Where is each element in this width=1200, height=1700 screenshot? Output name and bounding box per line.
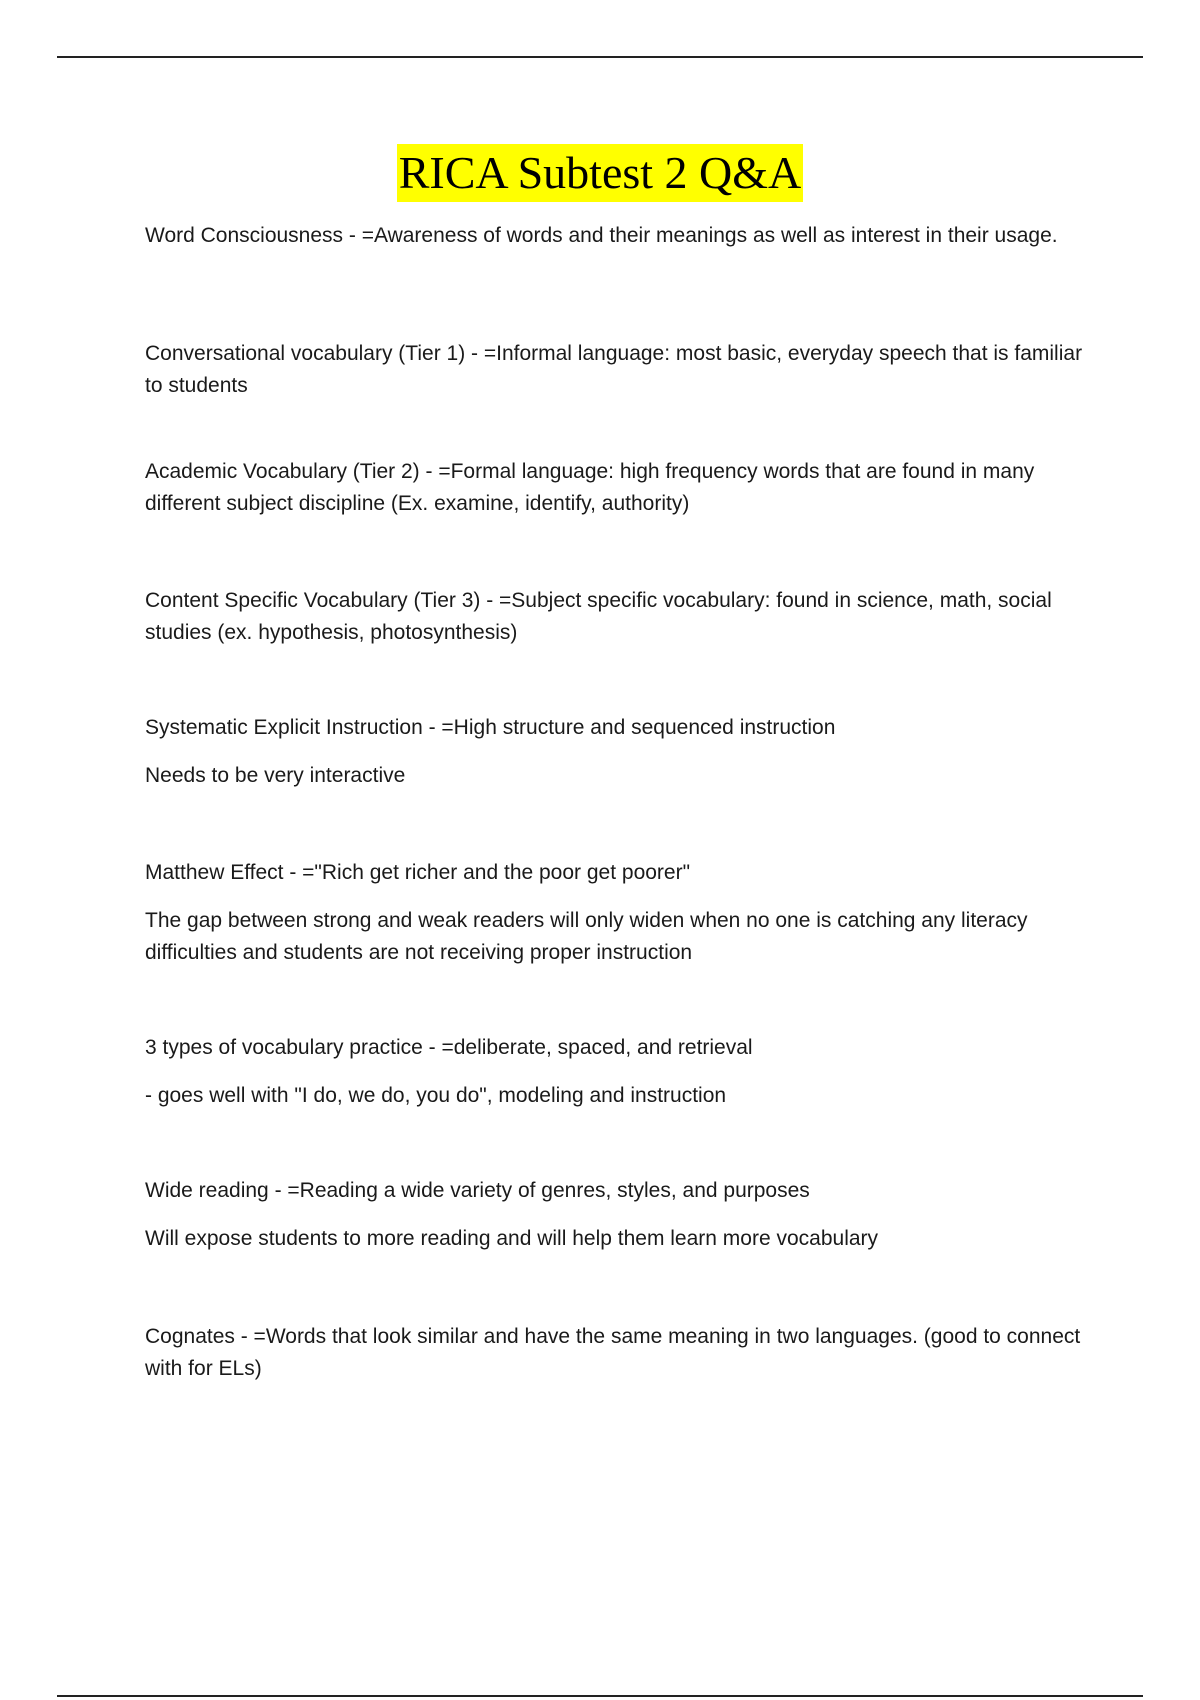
entry-text: Wide reading - =Reading a wide variety of genres, styles, and purposes bbox=[145, 1179, 810, 1202]
entry-text: Matthew Effect - ="Rich get richer and the poor get poorer" bbox=[145, 861, 691, 884]
header-rule bbox=[57, 56, 1143, 58]
qa-entry-tier-2 bbox=[145, 456, 1085, 585]
entry-note: Will expose students to more reading and will help them learn more vocabulary bbox=[145, 1227, 879, 1250]
qa-list bbox=[145, 220, 1085, 1385]
qa-entry-tier-1 bbox=[145, 338, 1085, 456]
title-container bbox=[0, 144, 1200, 202]
qa-entry-vocabulary-practice bbox=[145, 1032, 1085, 1175]
document-title: RICA Subtest 2 Q&A bbox=[397, 144, 804, 202]
entry-text: Conversational vocabulary (Tier 1) - =Informal language: most basic, everyday speech that is familiar to students bbox=[145, 342, 1083, 397]
entry-note: Needs to be very interactive bbox=[145, 764, 406, 787]
entry-note: The gap between strong and weak readers will only widen when no one is catching any literacy difficulties and students are not receiving proper instruction bbox=[145, 909, 1028, 964]
entry-text: 3 types of vocabulary practice - =deliberate, spaced, and retrieval bbox=[145, 1036, 753, 1059]
qa-entry-matthew-effect bbox=[145, 857, 1085, 1032]
qa-entry-wide-reading bbox=[145, 1175, 1085, 1321]
entry-note: - goes well with "I do, we do, you do", modeling and instruction bbox=[145, 1084, 727, 1107]
entry-text: Word Consciousness - =Awareness of words and their meanings as well as interest in their usage. bbox=[145, 224, 1058, 247]
entry-text: Cognates - =Words that look similar and have the same meaning in two languages. (good to connect with for ELs) bbox=[145, 1325, 1081, 1380]
entry-text: Content Specific Vocabulary (Tier 3) - =Subject specific vocabulary: found in science, math, social studies (ex. hypothesis, photosynthesis) bbox=[145, 589, 1052, 644]
entry-text: Academic Vocabulary (Tier 2) - =Formal language: high frequency words that are found in many different subject discipline (Ex. examine, identify, authority) bbox=[145, 460, 1035, 515]
qa-entry-word-consciousness bbox=[145, 220, 1085, 338]
entry-text: Systematic Explicit Instruction - =High structure and sequenced instruction bbox=[145, 716, 836, 739]
qa-entry-cognates bbox=[145, 1321, 1085, 1385]
qa-entry-systematic-explicit-instruction bbox=[145, 712, 1085, 857]
qa-entry-tier-3 bbox=[145, 585, 1085, 712]
footer-rule bbox=[57, 1695, 1143, 1697]
